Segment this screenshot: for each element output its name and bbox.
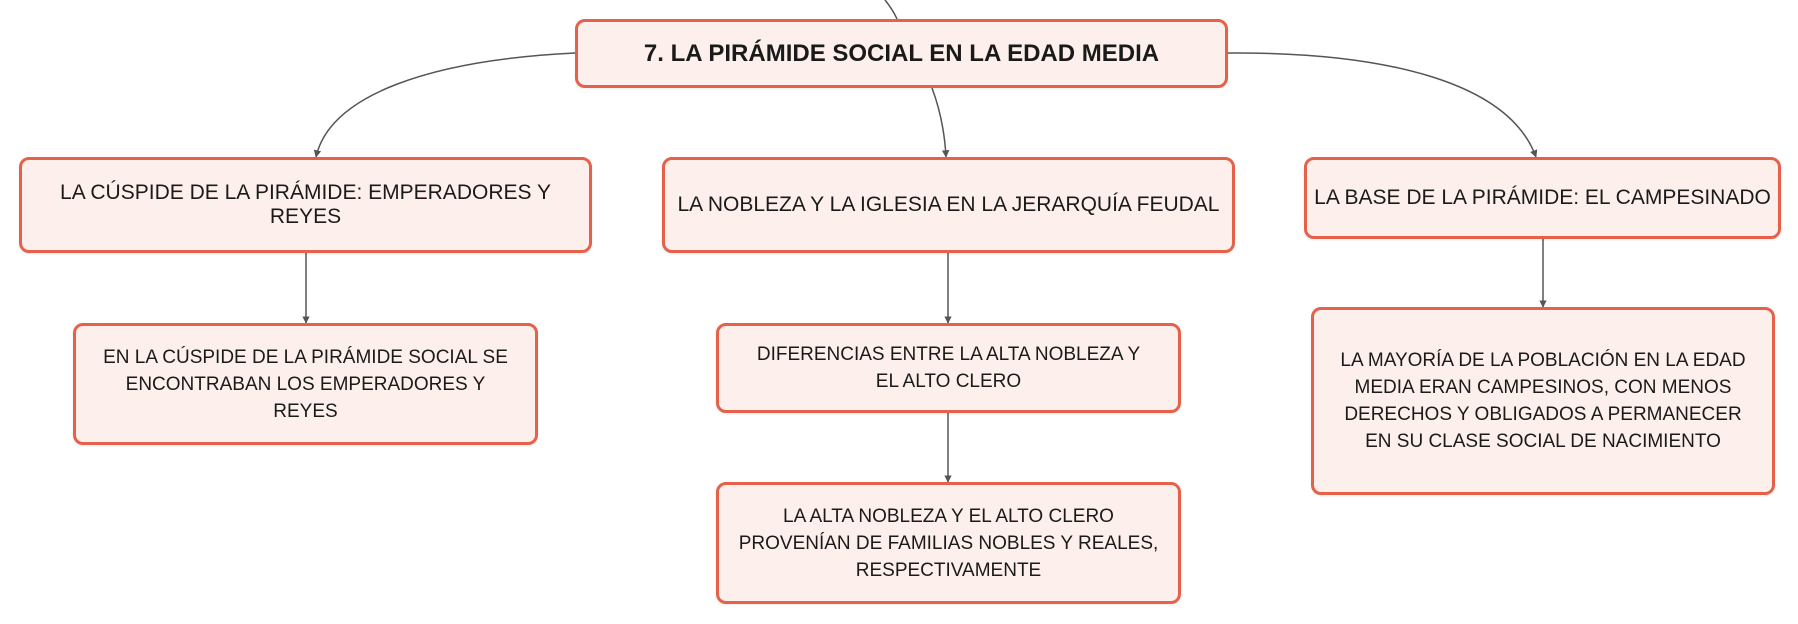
subtopic-cuspide-detail-label: EN LA CÚSPIDE DE LA PIRÁMIDE SOCIAL SE ENCONTRABAN LOS EMPERADORES Y REYES bbox=[103, 346, 508, 422]
topic-base-campesinado-label: LA BASE DE LA PIRÁMIDE: EL CAMPESINADO bbox=[1314, 186, 1771, 209]
topic-cuspide-label: LA CÚSPIDE DE LA PIRÁMIDE: EMPERADORES Y REYES bbox=[60, 181, 551, 228]
connector-root-to-cuspide bbox=[316, 53, 575, 157]
subtopic-mayoria-campesinos[interactable] bbox=[1311, 307, 1775, 495]
subtopic-alta-nobleza-clero[interactable] bbox=[716, 482, 1181, 604]
subtopic-diferencias[interactable] bbox=[716, 323, 1181, 413]
connector-incoming bbox=[885, 0, 897, 19]
topic-nobleza-iglesia[interactable] bbox=[662, 157, 1235, 253]
subtopic-diferencias-label: DIFERENCIAS ENTRE LA ALTA NOBLEZA Y EL ALTO CLERO bbox=[756, 344, 1141, 392]
topic-base-campesinado[interactable] bbox=[1304, 157, 1781, 239]
subtopic-cuspide-detail[interactable] bbox=[73, 323, 538, 445]
connector-root-to-base bbox=[1228, 53, 1536, 157]
root-topic-label: 7. LA PIRÁMIDE SOCIAL EN LA EDAD MEDIA bbox=[643, 39, 1160, 67]
subtopic-alta-nobleza-clero-label: LA ALTA NOBLEZA Y EL ALTO CLERO PROVENÍAN DE FAMILIAS NOBLES Y REALES, RESPECTIVAMENTE bbox=[738, 505, 1159, 581]
subtopic-mayoria-campesinos-label: LA MAYORÍA DE LA POBLACIÓN EN LA EDAD MEDIA ERAN CAMPESINOS, CON MENOS DERECHOS Y OBLIGADOS A PERMANECER EN SU CLASE SOCIAL DE NACIMIENTO bbox=[1340, 350, 1746, 452]
connector-root-to-nobleza bbox=[932, 88, 946, 157]
root-topic[interactable] bbox=[575, 19, 1228, 88]
topic-cuspide[interactable] bbox=[19, 157, 592, 253]
topic-nobleza-iglesia-label: LA NOBLEZA Y LA IGLESIA EN LA JERARQUÍA FEUDAL bbox=[677, 193, 1220, 216]
